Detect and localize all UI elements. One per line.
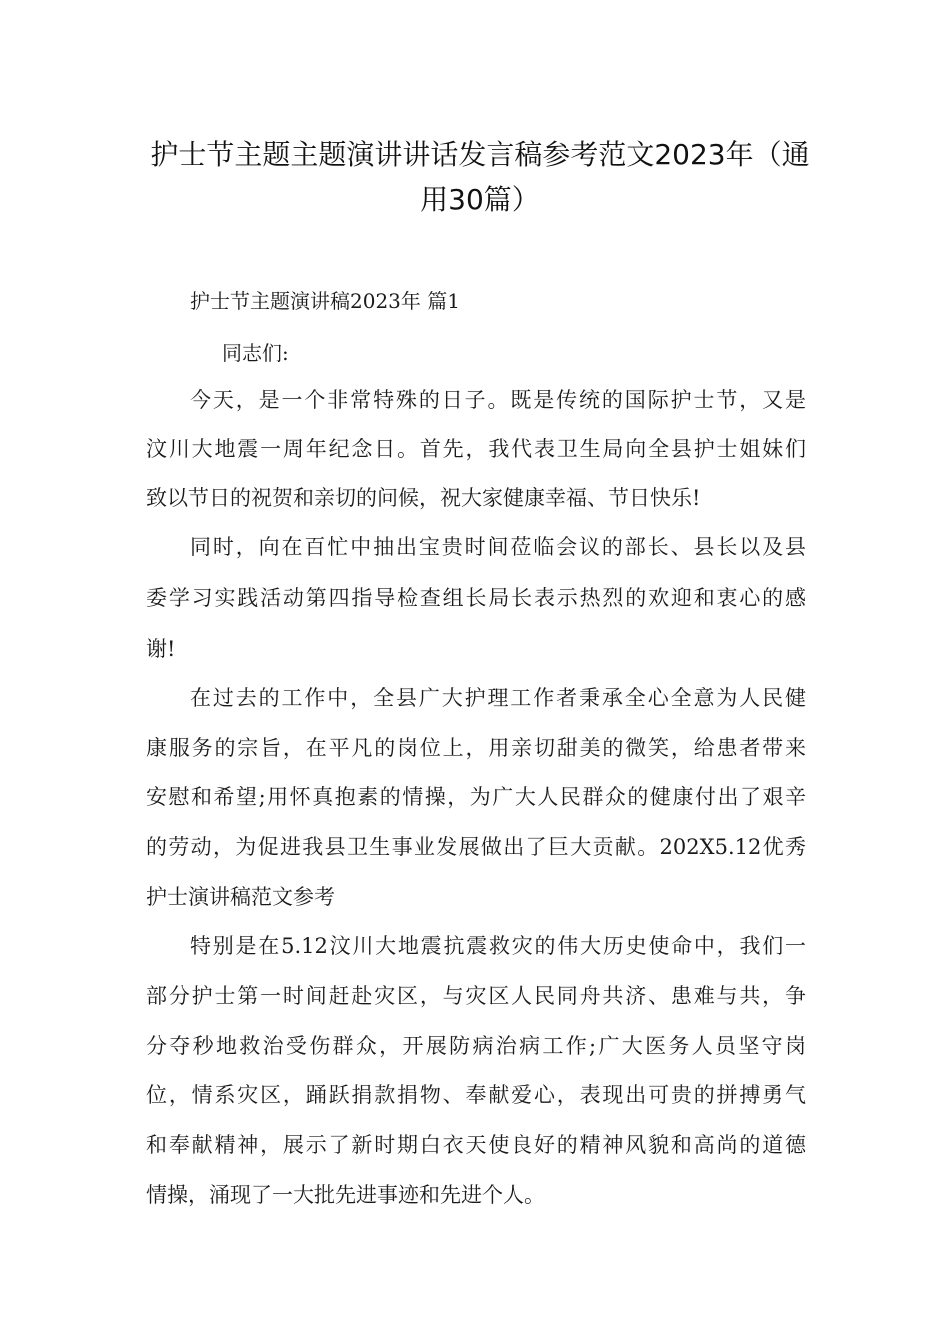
paragraph-4-line-6: 情操，涌现了一大批先进事迹和先进个人。 [146,1183,545,1207]
paragraph-2-line-3: 谢! [146,637,176,661]
paragraph-3-line-3: 安慰和希望;用怀真抱素的情操，为广大人民群众的健康付出了艰辛 [146,785,806,809]
paragraph-4-line-2: 部分护士第一时间赶赴灾区，与灾区人民同舟共济、患难与共，争 [146,984,806,1008]
paragraph-4-line-1: 特别是在5.12汶川大地震抗震救灾的伟大历史使命中，我们一 [190,934,806,958]
paragraph-4-line-3: 分夺秒地救治受伤群众，开展防病治病工作;广大医务人员坚守岗 [146,1034,806,1058]
document-title-line-1: 护士节主题主题演讲讲话发言稿参考范文2023年（通 [150,138,810,171]
paragraph-3-line-5: 护士演讲稿范文参考 [146,885,335,909]
paragraph-1-line-3: 致以节日的祝贺和亲切的问候，祝大家健康幸福、节日快乐! [146,486,701,510]
paragraph-2-line-1: 同时，向在百忙中抽出宝贵时间莅临会议的部长、县长以及县 [190,535,806,559]
paragraph-1-line-1: 今天，是一个非常特殊的日子。既是传统的国际护士节，又是 [190,388,806,412]
section-heading: 护士节主题演讲稿2023年 篇1 [190,289,460,313]
greeting: 同志们: [222,341,289,365]
paragraph-3-line-2: 康服务的宗旨，在平凡的岗位上，用亲切甜美的微笑，给患者带来 [146,736,806,760]
paragraph-4-line-4: 位，情系灾区，踊跃捐款捐物、奉献爱心，表现出可贵的拼搏勇气 [146,1083,806,1107]
paragraph-3-line-1: 在过去的工作中，全县广大护理工作者秉承全心全意为人民健 [190,686,806,710]
document-title-line-2: 用30篇） [420,183,540,216]
paragraph-4-line-5: 和奉献精神，展示了新时期白衣天使良好的精神风貌和高尚的道德 [146,1133,806,1157]
paragraph-1-line-2: 汶川大地震一周年纪念日。首先，我代表卫生局向全县护士姐妹们 [146,437,806,461]
paragraph-2-line-2: 委学习实践活动第四指导检查组长局长表示热烈的欢迎和衷心的感 [146,586,806,610]
paragraph-3-line-4: 的劳动，为促进我县卫生事业发展做出了巨大贡献。202X5.12优秀 [146,835,806,859]
